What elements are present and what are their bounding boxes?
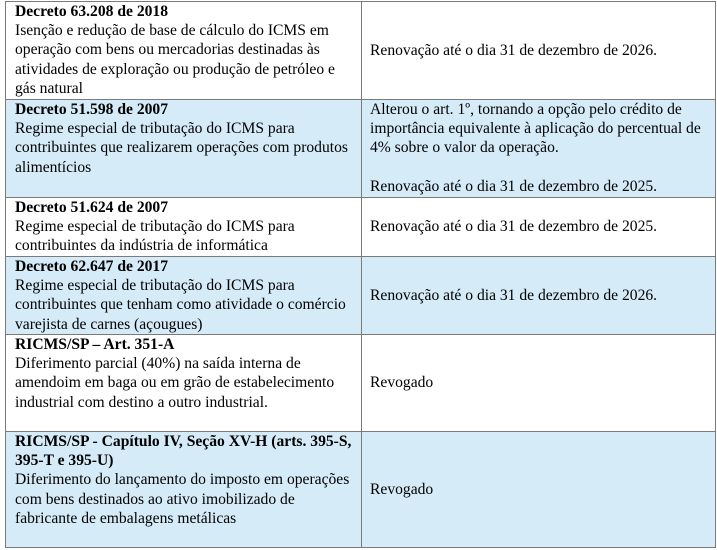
decree-description: Regime especial de tributação do ICMS para contribuintes que realizarem operações com produtos alimentícios xyxy=(15,120,348,176)
decree-cell xyxy=(6,432,362,548)
status-cell xyxy=(362,100,716,198)
decree-status: Renovação até o dia 31 de dezembro de 2025. xyxy=(370,177,658,195)
table-row xyxy=(6,2,716,100)
decree-title: Decreto 62.647 de 2017 xyxy=(15,258,169,275)
decree-status: Renovação até o dia 31 de dezembro de 2026. xyxy=(370,41,658,59)
decree-cell xyxy=(6,2,362,100)
decree-title: RICMS/SP – Art. 351-A xyxy=(15,336,175,353)
decree-title: Decreto 51.598 de 2007 xyxy=(15,101,169,118)
status-cell xyxy=(362,198,716,257)
decree-cell xyxy=(6,257,362,335)
decree-status: Revogado xyxy=(370,374,434,392)
decree-description: Regime especial de tributação do ICMS para contribuintes que tenham como atividade o comércio varejista de carnes (açougues) xyxy=(15,277,346,333)
table-row xyxy=(6,198,716,257)
decree-description: Diferimento parcial (40%) na saída interna de amendoim em baga ou em grão de estabelecimento industrial com destino a outro industrial. xyxy=(15,355,335,411)
decree-table xyxy=(5,1,716,548)
table-row xyxy=(6,335,716,432)
table-row xyxy=(6,432,716,548)
decree-cell xyxy=(6,198,362,257)
decree-cell xyxy=(6,335,362,432)
status-cell xyxy=(362,432,716,548)
decree-description: Diferimento do lançamento do imposto em operações com bens destinados ao ativo imobilizado de fabricante de embalagens metálicas xyxy=(15,471,350,527)
paragraph-spacer xyxy=(370,158,711,177)
decree-title: Decreto 63.208 de 2018 xyxy=(15,3,169,20)
decree-description: Regime especial de tributação do ICMS para contribuintes da indústria de informática xyxy=(15,218,295,255)
decree-description: Isenção e redução de base de cálculo do ICMS em operação com bens ou mercadorias destinadas às atividades de exploração ou produção de petróleo e gás natural xyxy=(15,22,335,97)
decree-title: Decreto 51.624 de 2007 xyxy=(15,199,169,216)
status-cell xyxy=(362,2,716,100)
status-cell xyxy=(362,257,716,335)
table-row xyxy=(6,100,716,198)
decree-status: Renovação até o dia 31 de dezembro de 2026. xyxy=(370,286,658,304)
decree-title: RICMS/SP - Capítulo IV, Seção XV-H (arts. 395-S, 395-T e 395-U) xyxy=(15,433,352,470)
table-row xyxy=(6,257,716,335)
status-cell xyxy=(362,335,716,432)
decree-status: Revogado xyxy=(370,480,434,498)
decree-cell xyxy=(6,100,362,198)
decree-status-note: Alterou o art. 1º, tornando a opção pelo crédito de importância equivalente à aplicação do percentual de 4% sobre o valor da operação. xyxy=(370,101,701,157)
decree-status: Renovação até o dia 31 de dezembro de 2025. xyxy=(370,218,658,236)
